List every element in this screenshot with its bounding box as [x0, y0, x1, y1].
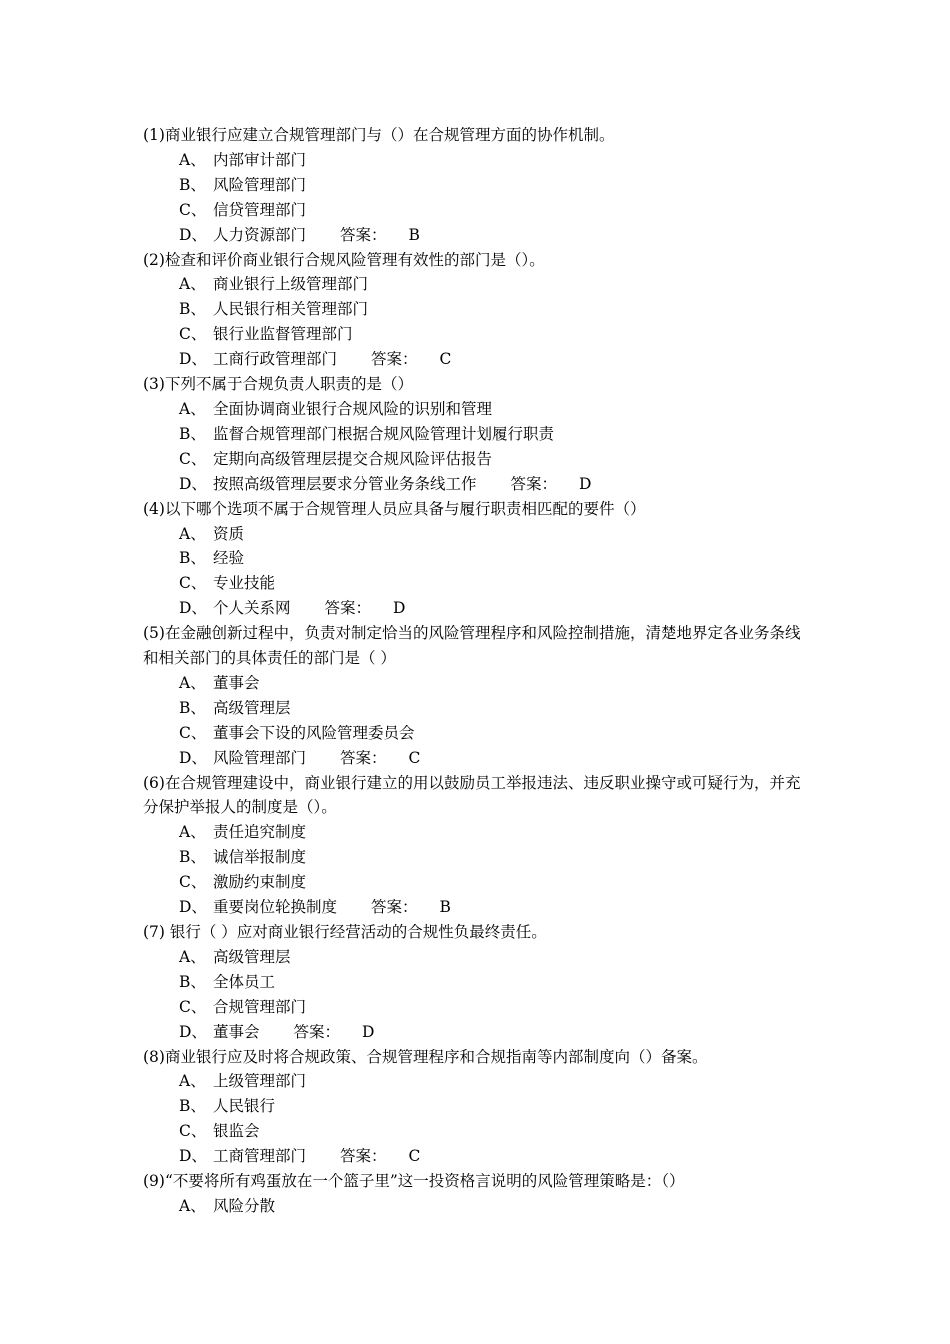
- option-text: 定期向高级管理层提交合规风险评估报告: [213, 449, 493, 468]
- answer-value: C: [439, 350, 452, 369]
- answer-option: [143, 671, 813, 696]
- option-text: 上级管理部门: [213, 1072, 307, 1091]
- option-text: 风险分散: [213, 1196, 276, 1215]
- option-letter: B、: [179, 972, 206, 991]
- option-text: 银行业监督管理部门: [213, 325, 353, 344]
- option-letter: D、: [179, 474, 207, 493]
- answer-option: [143, 845, 813, 870]
- answer-option: [143, 322, 813, 347]
- answer-option: [143, 447, 813, 472]
- option-text: 工商管理部门: [213, 1147, 307, 1166]
- answer-option: [143, 1119, 813, 1144]
- option-text: 监督合规管理部门根据合规风险管理计划履行职责: [213, 424, 555, 443]
- option-text: 董事会下设的风险管理委员会: [213, 723, 415, 742]
- option-text: 高级管理层: [213, 698, 291, 717]
- answer-option: [143, 596, 813, 621]
- option-text: 资质: [213, 524, 245, 543]
- option-text: 风险管理部门: [213, 175, 307, 194]
- answer-value: C: [408, 748, 421, 767]
- option-letter: B、: [179, 424, 206, 443]
- answer-option: [143, 148, 813, 173]
- option-letter: C、: [179, 574, 207, 593]
- option-letter: A、: [179, 1196, 206, 1215]
- option-letter: A、: [179, 399, 206, 418]
- answer-label: 答案：: [324, 599, 372, 618]
- question-block: [143, 621, 813, 770]
- answer-option: [143, 721, 813, 746]
- answer-option: [143, 422, 813, 447]
- answer-option: [143, 945, 813, 970]
- option-text: 重要岗位轮换制度: [213, 898, 338, 917]
- question-stem: (8)商业银行应及时将合规政策、合规管理程序和合规指南等内部制度向（）备案。: [143, 1047, 708, 1066]
- option-letter: D、: [179, 748, 207, 767]
- option-letter: C、: [179, 873, 207, 892]
- option-letter: D、: [179, 1022, 207, 1041]
- option-text: 人民银行: [213, 1097, 276, 1116]
- answer-option: [143, 1020, 813, 1045]
- answer-value: C: [408, 1147, 421, 1166]
- question-block: [143, 920, 813, 1045]
- answer-option: [143, 297, 813, 322]
- answer-option: [143, 571, 813, 596]
- answer-option: [143, 198, 813, 223]
- option-text: 经验: [213, 549, 245, 568]
- question-stem: (9)“不要将所有鸡蛋放在一个篮子里”这一投资格言说明的风险管理策略是：（）: [143, 1172, 685, 1191]
- option-text: 内部审计部门: [213, 150, 307, 169]
- answer-option: [143, 173, 813, 198]
- answer-option: [143, 696, 813, 721]
- option-letter: A、: [179, 947, 206, 966]
- option-text: 董事会: [213, 1022, 260, 1041]
- answer-option: [143, 995, 813, 1020]
- option-letter: C、: [179, 1122, 207, 1141]
- option-letter: A、: [179, 823, 206, 842]
- option-text: 银监会: [213, 1122, 260, 1141]
- answer-label: 答案：: [340, 748, 387, 767]
- answer-option: [143, 347, 813, 372]
- option-letter: C、: [179, 997, 207, 1016]
- document-page: [143, 123, 813, 1219]
- option-letter: B、: [179, 300, 206, 319]
- option-text: 信贷管理部门: [213, 200, 307, 219]
- option-text: 商业银行上级管理部门: [213, 275, 369, 294]
- answer-option: [143, 895, 813, 920]
- option-letter: B、: [179, 549, 206, 568]
- option-letter: D、: [179, 1147, 207, 1166]
- option-letter: B、: [179, 698, 206, 717]
- answer-option: [143, 546, 813, 571]
- option-letter: D、: [179, 225, 207, 244]
- question-stem: (1)商业银行应建立合规管理部门与（）在合规管理方面的协作机制。: [143, 126, 615, 144]
- option-letter: B、: [179, 175, 206, 194]
- question-stem: (2)检查和评价商业银行合规风险管理有效性的部门是（）。: [143, 250, 545, 269]
- answer-label: 答案：: [371, 898, 418, 917]
- question-stem: (5)在金融创新过程中，负责对制定恰当的风险管理程序和风险控制措施，清楚地界定各业务条线和相关部门的具体责任的部门是（ ）: [143, 624, 801, 668]
- answer-option: [143, 1144, 813, 1169]
- answer-label: 答案：: [510, 474, 558, 493]
- answer-option: [143, 223, 813, 248]
- answer-option: [143, 746, 813, 771]
- option-letter: A、: [179, 275, 206, 294]
- option-letter: A、: [179, 150, 206, 169]
- answer-label: 答案：: [340, 1147, 387, 1166]
- answer-option: [143, 1094, 813, 1119]
- question-block: [143, 123, 813, 248]
- option-letter: A、: [179, 673, 206, 692]
- option-text: 人民银行相关管理部门: [213, 300, 369, 319]
- option-text: 专业技能: [213, 574, 276, 593]
- question-block: [143, 1045, 813, 1170]
- answer-value: D: [393, 599, 406, 618]
- option-letter: C、: [179, 723, 207, 742]
- answer-option: [143, 472, 813, 497]
- option-text: 高级管理层: [213, 947, 291, 966]
- option-text: 工商行政管理部门: [213, 350, 338, 369]
- answer-option: [143, 272, 813, 297]
- option-letter: D、: [179, 599, 207, 618]
- option-text: 全面协调商业银行合规风险的识别和管理: [213, 399, 493, 418]
- question-stem: (4)以下哪个选项不属于合规管理人员应具备与履行职责相匹配的要件（）: [143, 499, 646, 518]
- answer-value: D: [579, 474, 592, 493]
- option-letter: C、: [179, 449, 207, 468]
- option-text: 激励约束制度: [213, 873, 307, 892]
- option-text: 个人关系网: [213, 599, 291, 618]
- question-block: [143, 1169, 813, 1219]
- option-letter: D、: [179, 350, 207, 369]
- question-block: [143, 248, 813, 373]
- answer-option: [143, 870, 813, 895]
- answer-option: [143, 970, 813, 995]
- question-stem: (3)下列不属于合规负责人职责的是（）: [143, 375, 413, 394]
- answer-option: [143, 820, 813, 845]
- answer-label: 答案：: [293, 1022, 341, 1041]
- option-letter: B、: [179, 848, 206, 867]
- option-text: 合规管理部门: [213, 997, 307, 1016]
- option-letter: A、: [179, 524, 206, 543]
- option-text: 按照高级管理层要求分管业务条线工作: [213, 474, 477, 493]
- option-text: 诚信举报制度: [213, 848, 307, 867]
- answer-option: [143, 1194, 813, 1219]
- option-letter: A、: [179, 1072, 206, 1091]
- question-stem: (6)在合规管理建设中，商业银行建立的用以鼓励员工举报违法、违反职业操守或可疑行为，并充分保护举报人的制度是（）。: [143, 773, 801, 817]
- question-block: [143, 372, 813, 497]
- answer-value: D: [362, 1022, 375, 1041]
- option-text: 人力资源部门: [213, 225, 307, 244]
- option-letter: C、: [179, 325, 207, 344]
- answer-option: [143, 1069, 813, 1094]
- answer-label: 答案：: [371, 350, 418, 369]
- answer-option: [143, 522, 813, 547]
- answer-label: 答案：: [340, 225, 387, 244]
- option-text: 风险管理部门: [213, 748, 307, 767]
- option-letter: B、: [179, 1097, 206, 1116]
- answer-value: B: [408, 225, 420, 244]
- question-block: [143, 771, 813, 920]
- option-letter: D、: [179, 898, 207, 917]
- option-text: 董事会: [213, 673, 260, 692]
- answer-option: [143, 397, 813, 422]
- question-stem: (7) 银行（ ）应对商业银行经营活动的合规性负最终责任。: [143, 923, 547, 941]
- option-text: 责任追究制度: [213, 823, 307, 842]
- option-letter: C、: [179, 200, 207, 219]
- answer-value: B: [439, 898, 451, 917]
- option-text: 全体员工: [213, 972, 276, 991]
- question-block: [143, 497, 813, 622]
